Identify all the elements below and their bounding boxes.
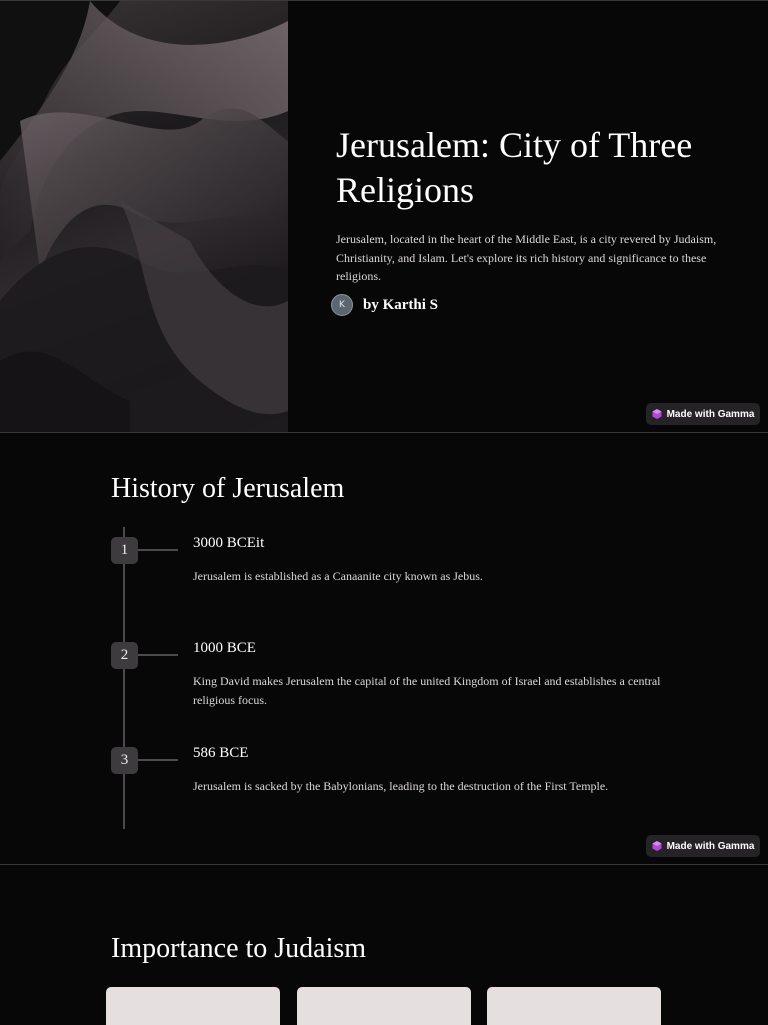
- timeline-text: Jerusalem is established as a Canaanite city known as Jebus.: [193, 569, 483, 583]
- gamma-logo-icon: [652, 409, 662, 419]
- made-with-gamma-button[interactable]: [646, 403, 760, 425]
- timeline-connector: [138, 549, 178, 551]
- timeline-connector: [138, 654, 178, 656]
- abstract-hero-image: [0, 1, 288, 433]
- history-slide: [0, 432, 768, 865]
- judaism-slide: [0, 864, 768, 1025]
- title-slide: [0, 0, 768, 433]
- timeline-line: [123, 527, 125, 829]
- made-with-gamma-button[interactable]: [646, 835, 760, 857]
- presentation-description: Jerusalem, located in the heart of the Middle East, is a city revered by Judaism, Christianity, and Islam. Let's explore its rich history and significance to these religions.: [336, 232, 717, 283]
- content-card: [487, 987, 661, 1025]
- author-byline: [331, 294, 438, 316]
- timeline-number: 2: [111, 642, 138, 669]
- judaism-title: Importance to Judaism: [111, 933, 367, 964]
- timeline-number: 3: [111, 747, 138, 774]
- timeline-heading: 1000 BCE: [193, 640, 256, 656]
- presentation-title: Jerusalem: City of Three Religions: [336, 125, 693, 210]
- timeline-heading: 3000 BCEit: [193, 535, 265, 551]
- timeline-heading: 586 BCE: [193, 745, 249, 761]
- content-card: [297, 987, 471, 1025]
- history-title: History of Jerusalem: [111, 473, 345, 504]
- author-name: by Karthi S: [363, 296, 439, 313]
- content-card: [106, 987, 280, 1025]
- timeline-connector: [138, 759, 178, 761]
- made-with-gamma-label: Made with Gamma: [666, 408, 755, 420]
- timeline-number: 1: [111, 537, 138, 564]
- timeline-text: Jerusalem is sacked by the Babylonians, leading to the destruction of the First Temple.: [193, 779, 609, 793]
- made-with-gamma-label: Made with Gamma: [666, 840, 755, 852]
- avatar: K: [331, 294, 353, 316]
- gamma-logo-icon: [652, 841, 662, 851]
- timeline-text: King David makes Jerusalem the capital of the united Kingdom of Israel and establishes a central religious focus.: [193, 674, 661, 707]
